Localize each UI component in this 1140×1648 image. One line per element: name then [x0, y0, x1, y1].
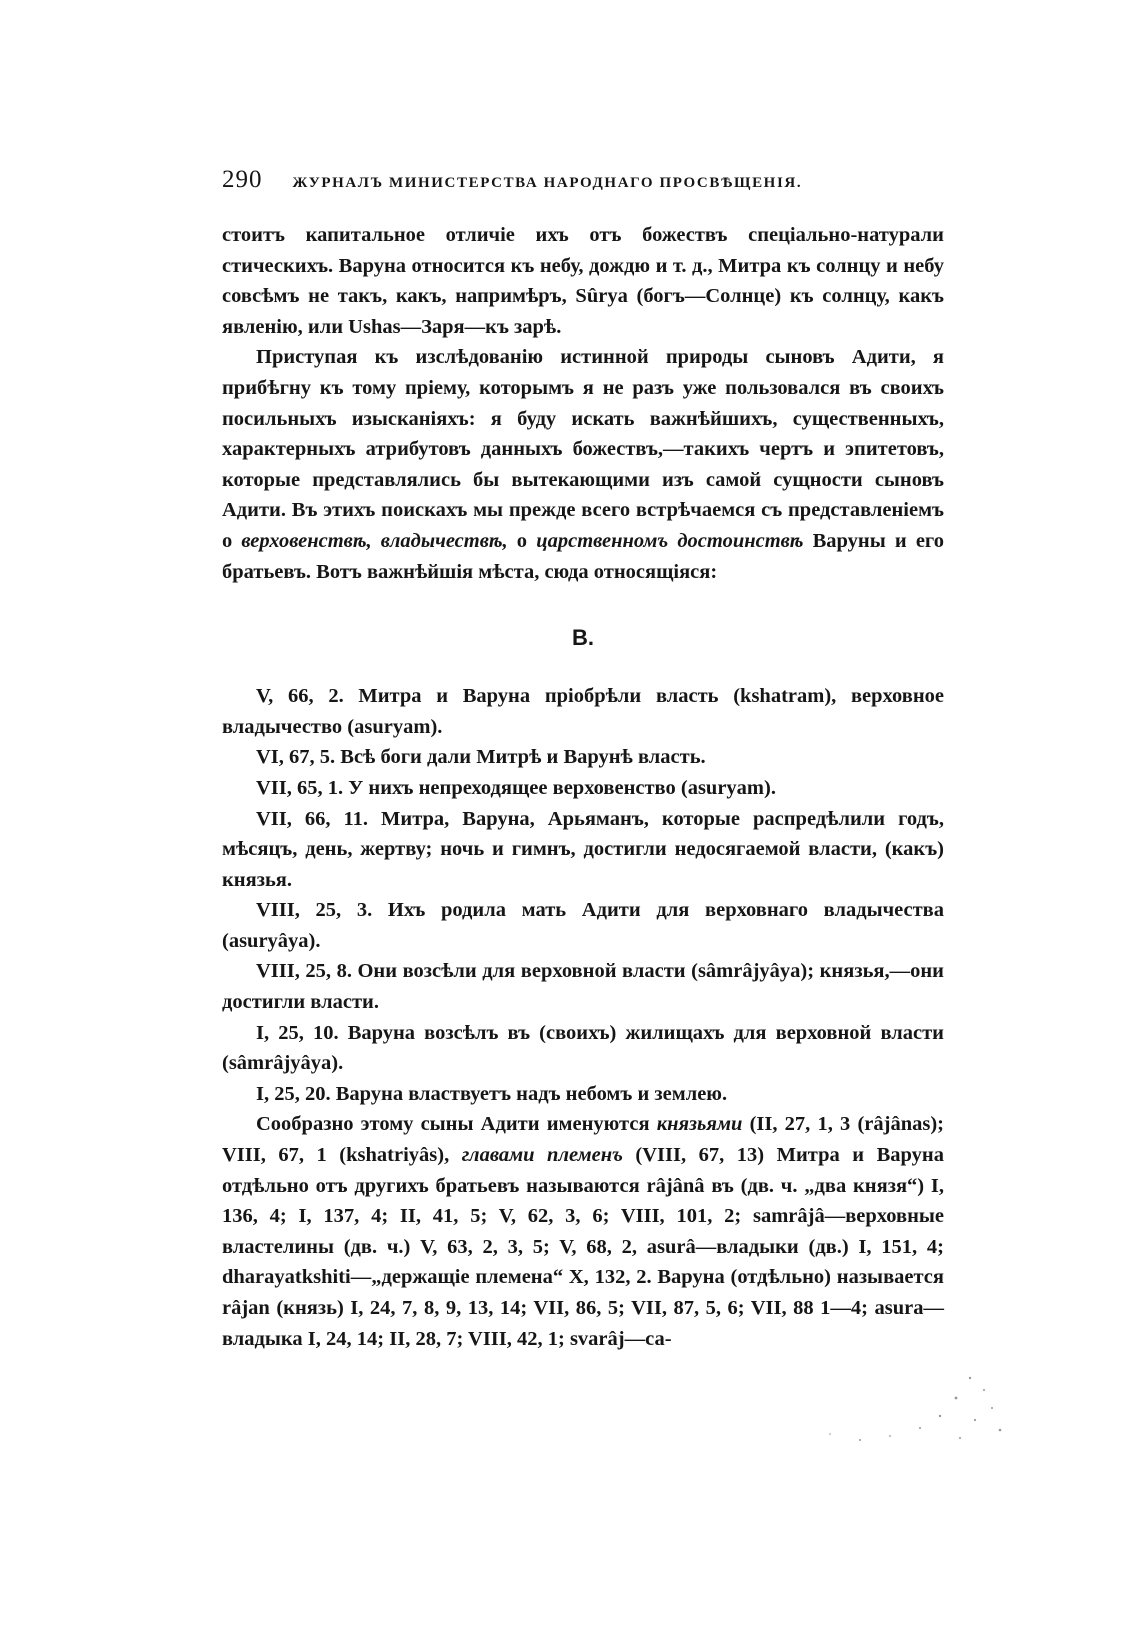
paragraph-approach-joiner: о [507, 529, 537, 552]
paragraph-approach-end: Варуны и его братьевъ. Вотъ важнѣйшія мѣста, сюда относящіяся: [222, 529, 944, 583]
reference-item: VII, 66, 11. Митра, Варуна, Арьяманъ, которые распредѣлили годъ, мѣсяцъ, день, жертву; ночь и гимнъ, достигли недосягаемой власти, (какъ) князья. [222, 807, 944, 891]
page-number: 290 [222, 166, 263, 193]
reference-item: I, 25, 20. Варуна властвуетъ надъ небомъ и землею. [256, 1082, 728, 1105]
page-body [222, 220, 944, 1354]
page-header [222, 166, 942, 194]
paragraph-titles [222, 1109, 944, 1354]
paragraph-titles-start: Сообразно этому сыны Адити именуются [256, 1113, 657, 1136]
reference-item: VIII, 25, 3. Ихъ родила мать Адити для верховнаго владычества (asuryâya). [222, 899, 944, 952]
emphasis-princes: князьями [656, 1113, 743, 1136]
paper-specks [770, 1368, 1010, 1448]
emphasis-supremacy: верховенствѣ, владычествѣ, [241, 529, 508, 552]
reference-item: I, 25, 10. Варуна возсѣлъ въ (своихъ) жилищахъ для верховной власти (sâmrâjyâya). [222, 1021, 944, 1075]
emphasis-tribe-heads: главами племенъ [461, 1144, 623, 1167]
reference-item: VIII, 25, 8. Они возсѣли для верховной власти (sâmrâjyâya); князья,—они достигли власти. [222, 960, 944, 1014]
paragraph-approach [222, 342, 944, 587]
reference-list [222, 681, 944, 1109]
paragraph-approach-text: Приступая къ изслѣдованію истинной природы сыновъ Адити, я прибѣгну къ тому пріему, которымъ я не разъ уже пользовался въ своихъ посильныхъ изысканіяхъ: я буду искать важнѣйшихъ, существенныхъ, характерныхъ атрибутовъ данныхъ божествъ,—такихъ чертъ и эпитетовъ, которые представлялись бы вытекающими изъ самой сущности сыновъ Адити. Въ этихъ поискахъ мы прежде всего встрѣчаемся съ представленіемъ о [222, 346, 944, 552]
reference-item: VI, 67, 5. Всѣ боги дали Митрѣ и Варунѣ власть. [256, 746, 706, 769]
running-title: ЖУРНАЛЪ МИНИСТЕРСТВА НАРОДНАГО ПРОСВѢЩЕНІЯ. [292, 175, 803, 191]
paragraph-continuation: стоитъ капитальное отличіе ихъ отъ божествъ спеціально-натурали стическихъ. Варуна относится къ небу, дождю и т. д., Митра къ солнцу и небу совсѣмъ не такъ, какъ, напримѣръ, Sûrya (богъ—Солнце) къ солнцу, какъ явленію, или Ushas—Заря—къ зарѣ. [222, 224, 944, 338]
reference-item: V, 66, 2. Митра и Варуна пріобрѣли власть (kshatram), верховное владычество (asuryam). [222, 685, 944, 738]
paragraph-titles-end: (VIII, 67, 13) Митра и Варуна отдѣльно отъ другихъ братьевъ называются râjânâ въ (дв. ч. „два князя“) I, 136, 4; I, 137, 4; II, 41, 5; V, 62, 3, 6; VIII, 101, 2; samrâjâ—верховные властелины (дв. ч.) V, 63, 2, 3, 5; V, 68, 2, asurâ—владыки (дв.) I, 151, 4; dharayatkshiti—„держащіе племена“ X, 132, 2. Варуна (отдѣльно) называется râjan (князь) I, 24, 7, 8, 9, 13, 14; VII, 86, 5; VII, 87, 5, 6; VII, 88 1—4; asura—владыка I, 24, 14; II, 28, 7; VIII, 42, 1; svarâj—са- [222, 1144, 944, 1350]
emphasis-royal-dignity: царственномъ достоинствѣ [536, 529, 804, 552]
paragraph-titles-mid: (II, 27, 1, 3 (râjânas); VIII, 67, 1 (kshatriyâs), [222, 1113, 944, 1167]
reference-item: VII, 65, 1. У нихъ непреходящее верховенство (asuryam). [256, 776, 776, 799]
section-heading: B. [572, 625, 594, 651]
